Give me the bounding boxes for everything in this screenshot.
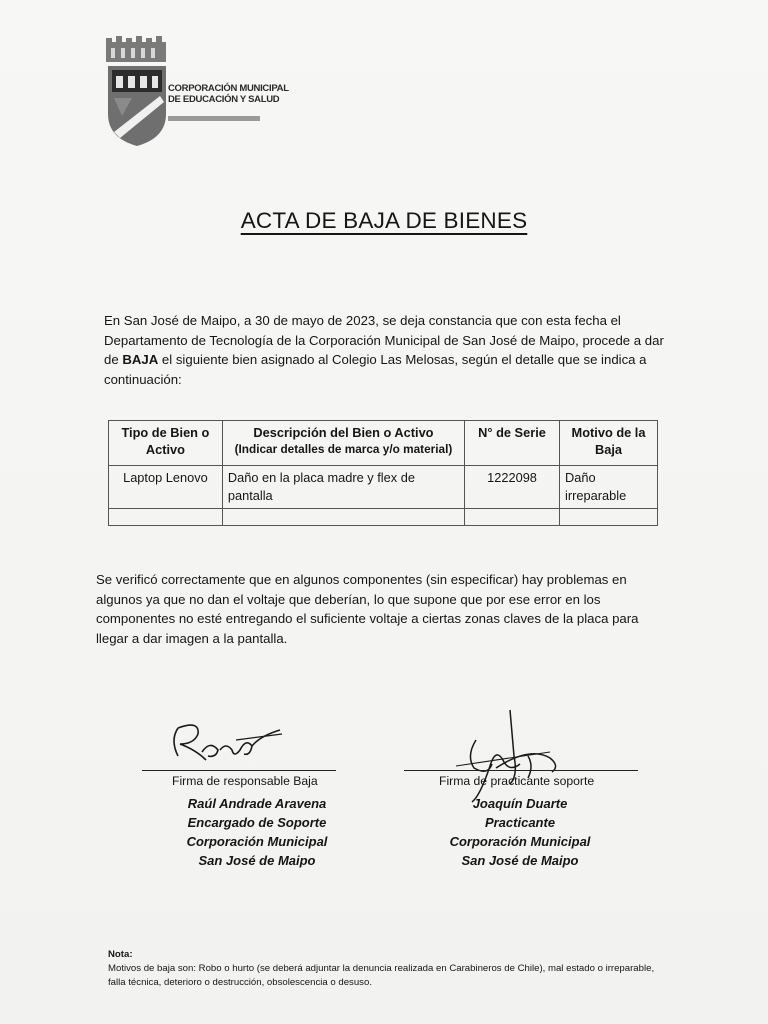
signer-organization: Corporación Municipal	[186, 834, 328, 849]
header-serial-number: N° de Serie	[465, 421, 560, 466]
empty-cell	[560, 509, 658, 526]
assets-table	[108, 420, 658, 526]
header-description	[222, 421, 464, 466]
empty-cell	[109, 509, 223, 526]
header-description-title: Descripción del Bien o Activo	[253, 425, 434, 440]
signature-caption: Firma de practicante soporte	[439, 774, 595, 788]
table-empty-row	[109, 509, 658, 526]
header-reason: Motivo de la Baja	[560, 421, 658, 466]
organization-name-line-1: CORPORACIÓN MUNICIPAL	[168, 83, 289, 94]
signer-role: Encargado de Soporte	[187, 815, 327, 830]
document-title	[0, 208, 768, 234]
verification-paragraph: Se verificó correctamente que en algunos componentes (sin especificar) hay problemas en algunos ya que no dan el voltaje que deberían, lo que supone que por ese error en los componentes no esté entregando el suficiente voltaje a ciertas zonas claves de la placa para llegar a dar imagen a la pantalla.	[96, 572, 639, 646]
cell-reason: Daño irreparable	[560, 466, 658, 509]
intro-text-end: el siguiente bien asignado al Colegio Las Melosas, según el detalle que se indica a continuación:	[104, 352, 647, 387]
signer-organization: Corporación Municipal	[449, 834, 591, 849]
signer-name: Joaquín Duarte	[472, 796, 568, 811]
header-description-subtitle: (Indicar detalles de marca y/o material)	[234, 442, 453, 456]
signer-place: San José de Maipo	[198, 853, 316, 868]
signer-name: Raúl Andrade Aravena	[187, 796, 327, 811]
signer-details	[142, 794, 372, 870]
intro-text-start: En San José de Maipo, a 30 de mayo de 2023, se deja constancia que con esta fecha el Departamento de Tecnología de la Corporación Municipal de San José de Maipo, procede a dar de	[104, 313, 664, 367]
empty-cell	[222, 509, 464, 526]
logo-rule	[168, 116, 260, 121]
empty-cell	[465, 509, 560, 526]
signature-line	[142, 770, 336, 771]
signer-place: San José de Maipo	[461, 853, 579, 868]
intro-baja-word: BAJA	[122, 352, 159, 367]
cell-serial-number: 1222098	[465, 466, 560, 509]
cell-description: Daño en la placa madre y flex de pantalla	[222, 466, 464, 509]
table-header-row	[109, 421, 658, 466]
document-title-text: ACTA DE BAJA DE BIENES	[240, 208, 528, 233]
handwritten-signature-icon	[140, 700, 290, 770]
table-row	[109, 466, 658, 509]
organization-name-line-2: DE EDUCACIÓN Y SALUD	[168, 94, 280, 105]
crest-icon	[102, 36, 172, 148]
signature-line	[404, 770, 638, 771]
signer-details	[404, 794, 636, 870]
signature-caption: Firma de responsable Baja	[172, 774, 318, 788]
organization-name	[168, 83, 289, 105]
note-title: Nota:	[108, 949, 133, 960]
footer-note	[108, 948, 668, 990]
cell-asset-type: Laptop Lenovo	[109, 466, 223, 509]
header-asset-type: Tipo de Bien o Activo	[109, 421, 223, 466]
municipal-crest-logo	[102, 36, 289, 148]
note-text: Motivos de baja son: Robo o hurto (se deberá adjuntar la denuncia realizada en Carabineros de Chile), mal estado o irreparable, falla técnica, deterioro o destrucción, obsolescencia o desuso.	[108, 963, 655, 988]
intro-paragraph	[104, 311, 664, 389]
signer-role: Practicante	[484, 815, 556, 830]
